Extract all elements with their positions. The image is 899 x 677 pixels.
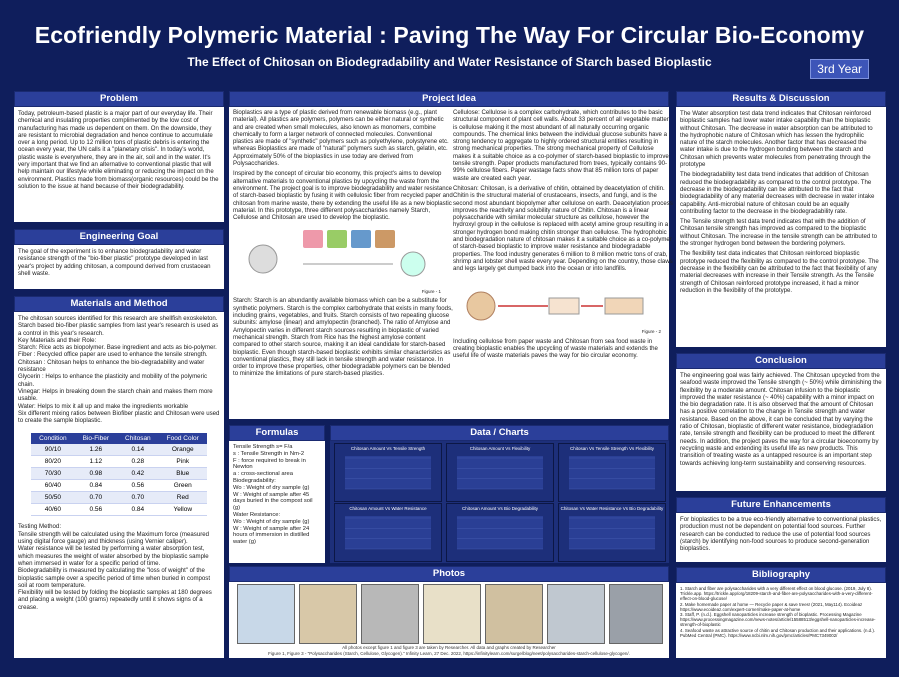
idea-paragraph: Bioplastics are a type of plastic derived from renewable biomass (e.g., plant material). All plastics are polymers, polymers can be either natural or synthetic and are created when small molecules, also known as monomers, combine chemically to form a larger network of connected molecules. Conventional plastics are made of "synthetic" polymers such as polyethylene, polystyrene etc. whereas Bioplastics are made of "natural" polymers such as starch, gelatin, etc. Approximately 50% of the bioplastics in use today are derived from Polysaccharides. bbox=[233, 109, 449, 168]
formulas-panel bbox=[229, 425, 325, 563]
table-cell: Green bbox=[159, 480, 207, 492]
conclusion-heading: Conclusion bbox=[676, 353, 886, 369]
poster-subtitle: The Effect of Chitosan on Biodegradability and Water Resistance of Starch based Bioplastic bbox=[187, 55, 712, 69]
testing-line: Biodegradability is measured by calculating the "loss of weight" of the bioplastic sample over a specific period of time when buried in compost soil at room temperature. bbox=[18, 567, 211, 589]
idea-col-2 bbox=[449, 106, 677, 365]
plot-area bbox=[457, 456, 543, 489]
table-row bbox=[31, 456, 207, 468]
chart-title: Chitosan Amount Vs Flexibility bbox=[469, 446, 531, 451]
problem-text: Today, petroleum-based plastic is a major part of our everyday life. Their chemical and insulating properties complimented by the low cost of manufacturing has made us dependent on them. On the downside, they are resistant to microbial degradation and hence continue to accumulate over a long period. Up to 12 million tons of plastic debris is entering the ocean every year, the UN calls it a "planetary crisis". In today's world, plastic waste is everywhere, they are in the air, soil and in the water. It's very important that we find an alternative to conventional plastic that will help maintain our lifestyle while eliminating or reducing the impact on the environment. Plastics made from biomass(organic resources) could be the solution to the issue at hand because of their biodegradability. bbox=[18, 110, 219, 190]
results-panel bbox=[676, 91, 886, 347]
project-idea-heading: Project Idea bbox=[229, 91, 669, 107]
results-paragraph: The flexibility test data indicates that Chitosan reinforced bioplastic prototype reduced the flexibility as compared to the control prototype. The decrease in the flexibility can be attributed to the fact that flexibility of any material decreases with increase in their Tensile strength. As the Tensile strength of Chitosan reinforced prototype increased, it had a minor reduction in the flexibility of the prototype. bbox=[680, 250, 879, 294]
bibliography-panel bbox=[676, 567, 886, 658]
formula-line: Wo : Weight of dry sample (g) bbox=[233, 518, 310, 525]
future-text: For bioplastics to be a true eco-friendly alternative to conventional plastics, production must not be dependent on potential food sources. Further research can be conducted to reduce the use of potential food sources (starch) by identifying non-food sources to produce second-generation bioplastics. bbox=[680, 516, 882, 553]
figure-1-label: Figure - 1 bbox=[421, 289, 441, 295]
photo-7 bbox=[609, 584, 663, 644]
testing-line: Flexibility will be tested by folding the bioplastic samples at 180 degrees and placing a weight (100 grams) repeatedly until it shows signs of a crease. bbox=[18, 589, 212, 611]
photo-6 bbox=[547, 584, 605, 644]
materials-line: Starch based bio-fiber plastic samples from last year's research is used as a control in this year's research. bbox=[18, 322, 219, 337]
results-paragraph: The biodegradability test data trend indicates that addition of Chitosan reduced the biodegradability as compared to the control prototype. The decrease in the biodegradability can be attributed to the fact that biodegradability of any material decreases with decrease in water intake capability. Anti-microbial nature of chitosan could be an equally contributing factor to the decrease in the biodegradability rate. bbox=[680, 171, 875, 215]
formula-line: a : cross-sectional area bbox=[233, 471, 293, 478]
table-row bbox=[31, 480, 207, 492]
table-cell: 0.42 bbox=[117, 468, 159, 480]
table-cell: Yellow bbox=[159, 504, 207, 516]
formula-line: Tensile Strength s= F/a bbox=[233, 444, 293, 450]
table-cell: 40/60 bbox=[31, 504, 74, 516]
table-cell: Red bbox=[159, 492, 207, 504]
bibliography-item: 4. Seafood waste as attractive source of chitin and Chitosan production and their applications. (n.d.). PubMed Central (PMC). https://www.ncbi.nlm.nih.gov/pmc/articles/PMC7349002/ bbox=[680, 627, 876, 638]
results-paragraph: The Water absorption test data trend indicates that Chitosan reinforced bioplastic samples had lower water intake capability than the bioplastic without Chitosan. The decrease in water absorption can be attributed to the hydrophobic nature of Chitosan which has lessen the hydrophilic nature of the starch molecules. Another factor that has decreased the water intake is due to the hydrogen bonding between the starch and Chitosan which prevents water molecules from penetrating through the prototype bbox=[680, 110, 873, 169]
bibliography-heading: Bibliography bbox=[676, 567, 886, 583]
year-badge: 3rd Year bbox=[810, 59, 869, 79]
chart-title: Chitosan Vs Water Resistance Vs Bio Degradability bbox=[560, 506, 664, 511]
plot-area bbox=[569, 516, 655, 549]
bibliography-item: 3. Staff, P. (n.d.). Eggshell nanoparticles increase strength of bioplastic. Processing Magazine https://www.processingmagazine.com/news-notes/article/15588513/eggshell-nanoparticles-increase-strength-of-bioplastic bbox=[680, 612, 876, 628]
photo-caption-1: All photos except figure 1 and figure 3 are taken by Researcher. All data and graphs created by Researcher bbox=[342, 645, 556, 650]
table-cell: 0.14 bbox=[117, 444, 159, 456]
table-cell: Pink bbox=[159, 456, 207, 468]
bibliography-item: 1. Starch and fiber are polysaccharides with a very different effect on blood glucose. (2019, July 8). Trickle.app. https://trickle.app/org/18209-starch-and-fiber-are-polysaccharides-with-a-very-different-effect-on-blood-glucose/ bbox=[680, 586, 873, 602]
table-cell: 80/20 bbox=[31, 456, 74, 468]
chart-2 bbox=[446, 443, 554, 502]
formula-line: Biodegradability: bbox=[233, 477, 276, 484]
testing-line: Testing Method: bbox=[18, 523, 62, 531]
formula-line: W : Weight of sample after 45 days buried in the compost soil (g) bbox=[233, 491, 313, 512]
table-cell: 0.70 bbox=[75, 492, 117, 504]
photo-3 bbox=[361, 584, 419, 644]
formulas-heading: Formulas bbox=[229, 425, 325, 441]
idea-paragraph: Inspired by the concept of circular bio economy, this project's aims to develop alternative materials to conventional plastics by upcycling the waste from the environment. The project goal is to improve biodegradability and water resistance of starch-based bioplastic by fusing it with cellulosic fiber from recycled paper and chitosan from marine waste, there by extending the useful life as a new bioplastic material. In this prototype, three different polysaccharides namely Starch, Cellulose and Chitosan are used to develop the bioplastic. bbox=[233, 170, 453, 222]
materials-line: Key Materials and their Role: bbox=[18, 336, 97, 344]
goal-text: The goal of the experiment is to enhance biodegradability and water resistance strength of the "bio-fiber plastic" prototype developed in last year's project by adding chitosan, a compound derived from crustacean shell waste. bbox=[18, 248, 211, 277]
materials-line: The chitosan sources identified for this research are shellfish exoskeleton. bbox=[18, 315, 218, 322]
table-row bbox=[31, 468, 207, 480]
chart-title: Chitosan Amount Vs Tensile Strength bbox=[350, 446, 426, 451]
materials-line: Fiber : Recycled office paper are used to enhance the tensile strength. bbox=[18, 351, 208, 359]
idea-paragraph: Chitosan: Chitosan, is a derivative of chitin, obtained by deacetylation of chitin. Chitin is the structural material of crustaceans, insects, and fungi, and is the second most abundant biopolymer after cellulose on earth. Deacetylation process improves the reactivity and solubility nature of Chitin. Chitosan is a linear polysaccharide with similar molecular structure as cellulose, however the hydroxyl group in the cellulose is replaced with acetyl amine group resulting in a stronger hydrogen bond making chitin stronger than cellulose. The hydrophobic and biodegradation nature of chitosan makes it a suitable choice as a co-polymer of starch-based bioplastic to improve water resistance and biodegradable properties. The food industry generates 6 million to 8 million metric tons of crab, shrimp and lobster shell waste every year. Depending on the country, those claws and legs largely get dumped back into the ocean or into landfills. bbox=[453, 184, 673, 273]
figure-1 bbox=[233, 224, 453, 297]
table-cell: 0.84 bbox=[75, 480, 117, 492]
materials-panel bbox=[14, 296, 224, 658]
materials-line: Vinegar: Helps in breaking down the starch chain and makes them more usable. bbox=[18, 387, 213, 403]
materials-line: Glycerin : Helps to enhance the plasticity and mobility of the polymeric chain. bbox=[18, 373, 207, 388]
table-header: Food Color bbox=[159, 433, 207, 444]
plot-area bbox=[345, 516, 431, 549]
photo-5 bbox=[485, 584, 543, 644]
chart-5 bbox=[446, 503, 554, 562]
photo-4 bbox=[423, 584, 481, 644]
chart-title: Chitosan Amount Vs Bio Degradability bbox=[461, 506, 539, 511]
chart-title: Chitosan Vs Tensile Strength Vs Flexibility bbox=[570, 446, 654, 451]
table-row bbox=[31, 444, 207, 456]
formulas-list bbox=[229, 441, 325, 549]
table-header: Bio-Fiber bbox=[75, 433, 117, 444]
problem-panel bbox=[14, 91, 224, 222]
table-cell: 70/30 bbox=[31, 468, 74, 480]
materials-list bbox=[14, 312, 224, 427]
formula-line: F : force required to break in Newton bbox=[233, 457, 306, 471]
photos-heading: Photos bbox=[229, 566, 669, 582]
conclusion-text: The engineering goal was fairly achieved. The Chitosan upcycled from the seafood waste improved the Tensile strength (~ 50%) while diminishing the flexibility by a moderate amount. Chitosan infusion to the bioplastic improved the water resistance (~ 40%) capability with a minor impact on the bio degradation rate. It is also observed that the amount of Chitosan has a positive correlation to the change in Tensile strength and water resistance. Based on the above, it can be concluded that by varying the ratio of Chitosan, bioplastic of different water resistance, biodegradation rate, tensile strength and flexibility can be produced to meet the different needs. In addition, the project paves the way for a circular bioeconomy by recycling waste and extending its useful life as new products. This transition of treating waste as a untapped resource is an important step towards achieving long-term sustainability and conserving resources. bbox=[680, 372, 882, 467]
results-text bbox=[676, 107, 886, 300]
chart-title: Chitosan Amount Vs Water Resistance bbox=[349, 506, 427, 511]
photo-1 bbox=[237, 584, 295, 644]
formula-line: Water Resistance: bbox=[233, 511, 281, 518]
bibliography-list bbox=[676, 583, 886, 641]
idea-col-1 bbox=[229, 106, 457, 384]
chart-6 bbox=[558, 503, 666, 562]
plot-area bbox=[569, 456, 655, 489]
figure-2-label: Figure - 2 bbox=[641, 329, 661, 335]
conclusion-panel bbox=[676, 353, 886, 491]
testing-line: Tensile strength will be calculated using the Maximum force (measured using digital force gauge) and thickness (using Vernier caliper). bbox=[18, 530, 210, 546]
table-cell: Blue bbox=[159, 468, 207, 480]
future-panel bbox=[676, 497, 886, 562]
formula-line: W : Weight of sample after 24 hours of immersion in distilled water (g) bbox=[233, 525, 310, 546]
chart-plot bbox=[451, 514, 549, 557]
testing-method bbox=[14, 520, 224, 614]
results-paragraph: The Tensile strength test data trend indicates that with the addition of Chitosan tensile strength has improved as compared to the bioplastic without Chitosan. The increase in the tensile strength can be attributed to the stronger hydrogen bond between the bordering polymers. bbox=[680, 218, 878, 248]
chitosan-diagram bbox=[453, 276, 653, 336]
table-cell: 0.56 bbox=[117, 480, 159, 492]
table-header: Condition bbox=[31, 433, 74, 444]
table-row bbox=[31, 492, 207, 504]
table-cell: 1.26 bbox=[75, 444, 117, 456]
materials-heading: Materials and Method bbox=[14, 296, 224, 312]
results-heading: Results & Discussion bbox=[676, 91, 886, 107]
chart-plot bbox=[339, 454, 437, 497]
poster-title: Ecofriendly Polymeric Material : Paving The Way For Circular Bio-Economy bbox=[34, 22, 865, 48]
materials-line: Chitosan : Chitosan helps to enhance the bio-degradability and water resistance bbox=[18, 358, 205, 374]
photo-2 bbox=[299, 584, 357, 644]
problem-heading: Problem bbox=[14, 91, 224, 107]
goal-panel bbox=[14, 229, 224, 289]
table-cell: 0.56 bbox=[75, 504, 117, 516]
project-idea-panel bbox=[229, 91, 673, 419]
chart-plot bbox=[451, 454, 549, 497]
table-row bbox=[31, 504, 207, 516]
materials-line: Starch: Rice acts as biopolymer. Base ingredient and acts as bio-polymer. bbox=[18, 344, 217, 352]
materials-line: Water: Helps to mix it all up and make the ingredients workable bbox=[18, 402, 189, 410]
chart-plot bbox=[563, 514, 661, 557]
plot-area bbox=[457, 516, 543, 549]
table-cell: 1.12 bbox=[75, 456, 117, 468]
idea-paragraph: Starch: Starch is an abundantly available biomass which can be a substitute for synthetic polymers. Starch is the complex carbohydrate that exists in many foods, including grains, vegetables, and fruits. Starch consists of two repeating glucose subunits: amylose (linear) and amylopectin (branched). The ratio of Amylose and Amylopectin varies in different starch sources resulting in bioplastic of varied mechanical strength. Starch from Rice has the highest amylose content compared to other starch source, making it an ideal candidate for starch-based bioplastic. Even though starch-based bioplastic exhibits similar characteristics as conventional plastics, they still lack in tensile strength and water resistance. In order to improve these properties, other biodegradable polymers can be blended to minimize the limitations of pure starch-based plastics. bbox=[233, 297, 453, 378]
poster-header bbox=[0, 0, 899, 86]
goal-heading: Engineering Goal bbox=[14, 229, 224, 245]
bibliography-item: 2. Make homemade paper at home — Recycle paper & save trees! (2021, May114). Ecoideaz https://www.ecoideaz.com/expert-corner/make-paper-at-home bbox=[680, 601, 863, 612]
chart-4 bbox=[334, 503, 442, 562]
table-cell: 0.98 bbox=[75, 468, 117, 480]
chart-plot bbox=[339, 514, 437, 557]
table-cell: 90/10 bbox=[31, 444, 74, 456]
table-header: Chitosan bbox=[117, 433, 159, 444]
future-heading: Future Enhancements bbox=[676, 497, 886, 513]
plot-area bbox=[345, 456, 431, 489]
photo-caption-2: Figure 1, Figure 3 - "Polysaccharides (Starch, Cellulose, Glycogen)." Infinity Learn, 27 Dec. 2022, https://infinitylearn.com/surge/blog/neet/polysaccharides-starch-cellulose-glycogen/. bbox=[268, 651, 630, 656]
polysaccharide-diagram bbox=[233, 224, 433, 294]
table-cell: 0.28 bbox=[117, 456, 159, 468]
materials-line: Six different mixing ratios between Biofiber plastic and Chitosan were used to create the sample bioplastic. bbox=[18, 409, 220, 425]
chart-3 bbox=[558, 443, 666, 502]
figure-2 bbox=[453, 276, 673, 338]
charts-heading: Data / Charts bbox=[330, 425, 669, 441]
formula-line: s : Tensile Strength in Nm-2 bbox=[233, 450, 305, 457]
chart-1 bbox=[334, 443, 442, 502]
table-cell: 50/50 bbox=[31, 492, 74, 504]
table-cell: Orange bbox=[159, 444, 207, 456]
idea-paragraph: Including cellulose from paper waste and Chitosan from sea food waste in creating bioplastic enables the upcycling of waste materials and extends the useful life of waste materials paves the way for bio circular economy. bbox=[453, 337, 658, 360]
table-cell: 0.84 bbox=[117, 504, 159, 516]
formula-line: Wo : Weight of dry sample (g) bbox=[233, 484, 310, 491]
mixing-ratio-table bbox=[31, 433, 207, 516]
idea-paragraph: Cellulose: Cellulose is a complex carbohydrate, which contributes to the basic structural component of plant cell walls. About 33 percent of all vegetable matter is cellulose making it the most abundant of all naturally occurring organic compounds. The chemical links between the individual glucose subunits have a strong tendency to aggregate to highly ordered structural entities resulting in strong mechanical properties. The strong mechanical property of Cellulose makes it a suitable choice as a co-polymer of starch-based bioplastic to improve tensile strength. Paper products manufactured from trees, typically contains 90-99% cellulose fibers. Paper wastage facts show that 85 million tons of paper waste are created each year. bbox=[453, 109, 669, 182]
chart-plot bbox=[563, 454, 661, 497]
testing-line: Water resistance will be tested by performing a water absorption test, which measures the weight of water absorbed by the bioplastic sample when immersed in water for a specific period of time. bbox=[18, 545, 209, 567]
table-cell: 60/40 bbox=[31, 480, 74, 492]
table-cell: 0.70 bbox=[117, 492, 159, 504]
photos-panel bbox=[229, 566, 669, 658]
